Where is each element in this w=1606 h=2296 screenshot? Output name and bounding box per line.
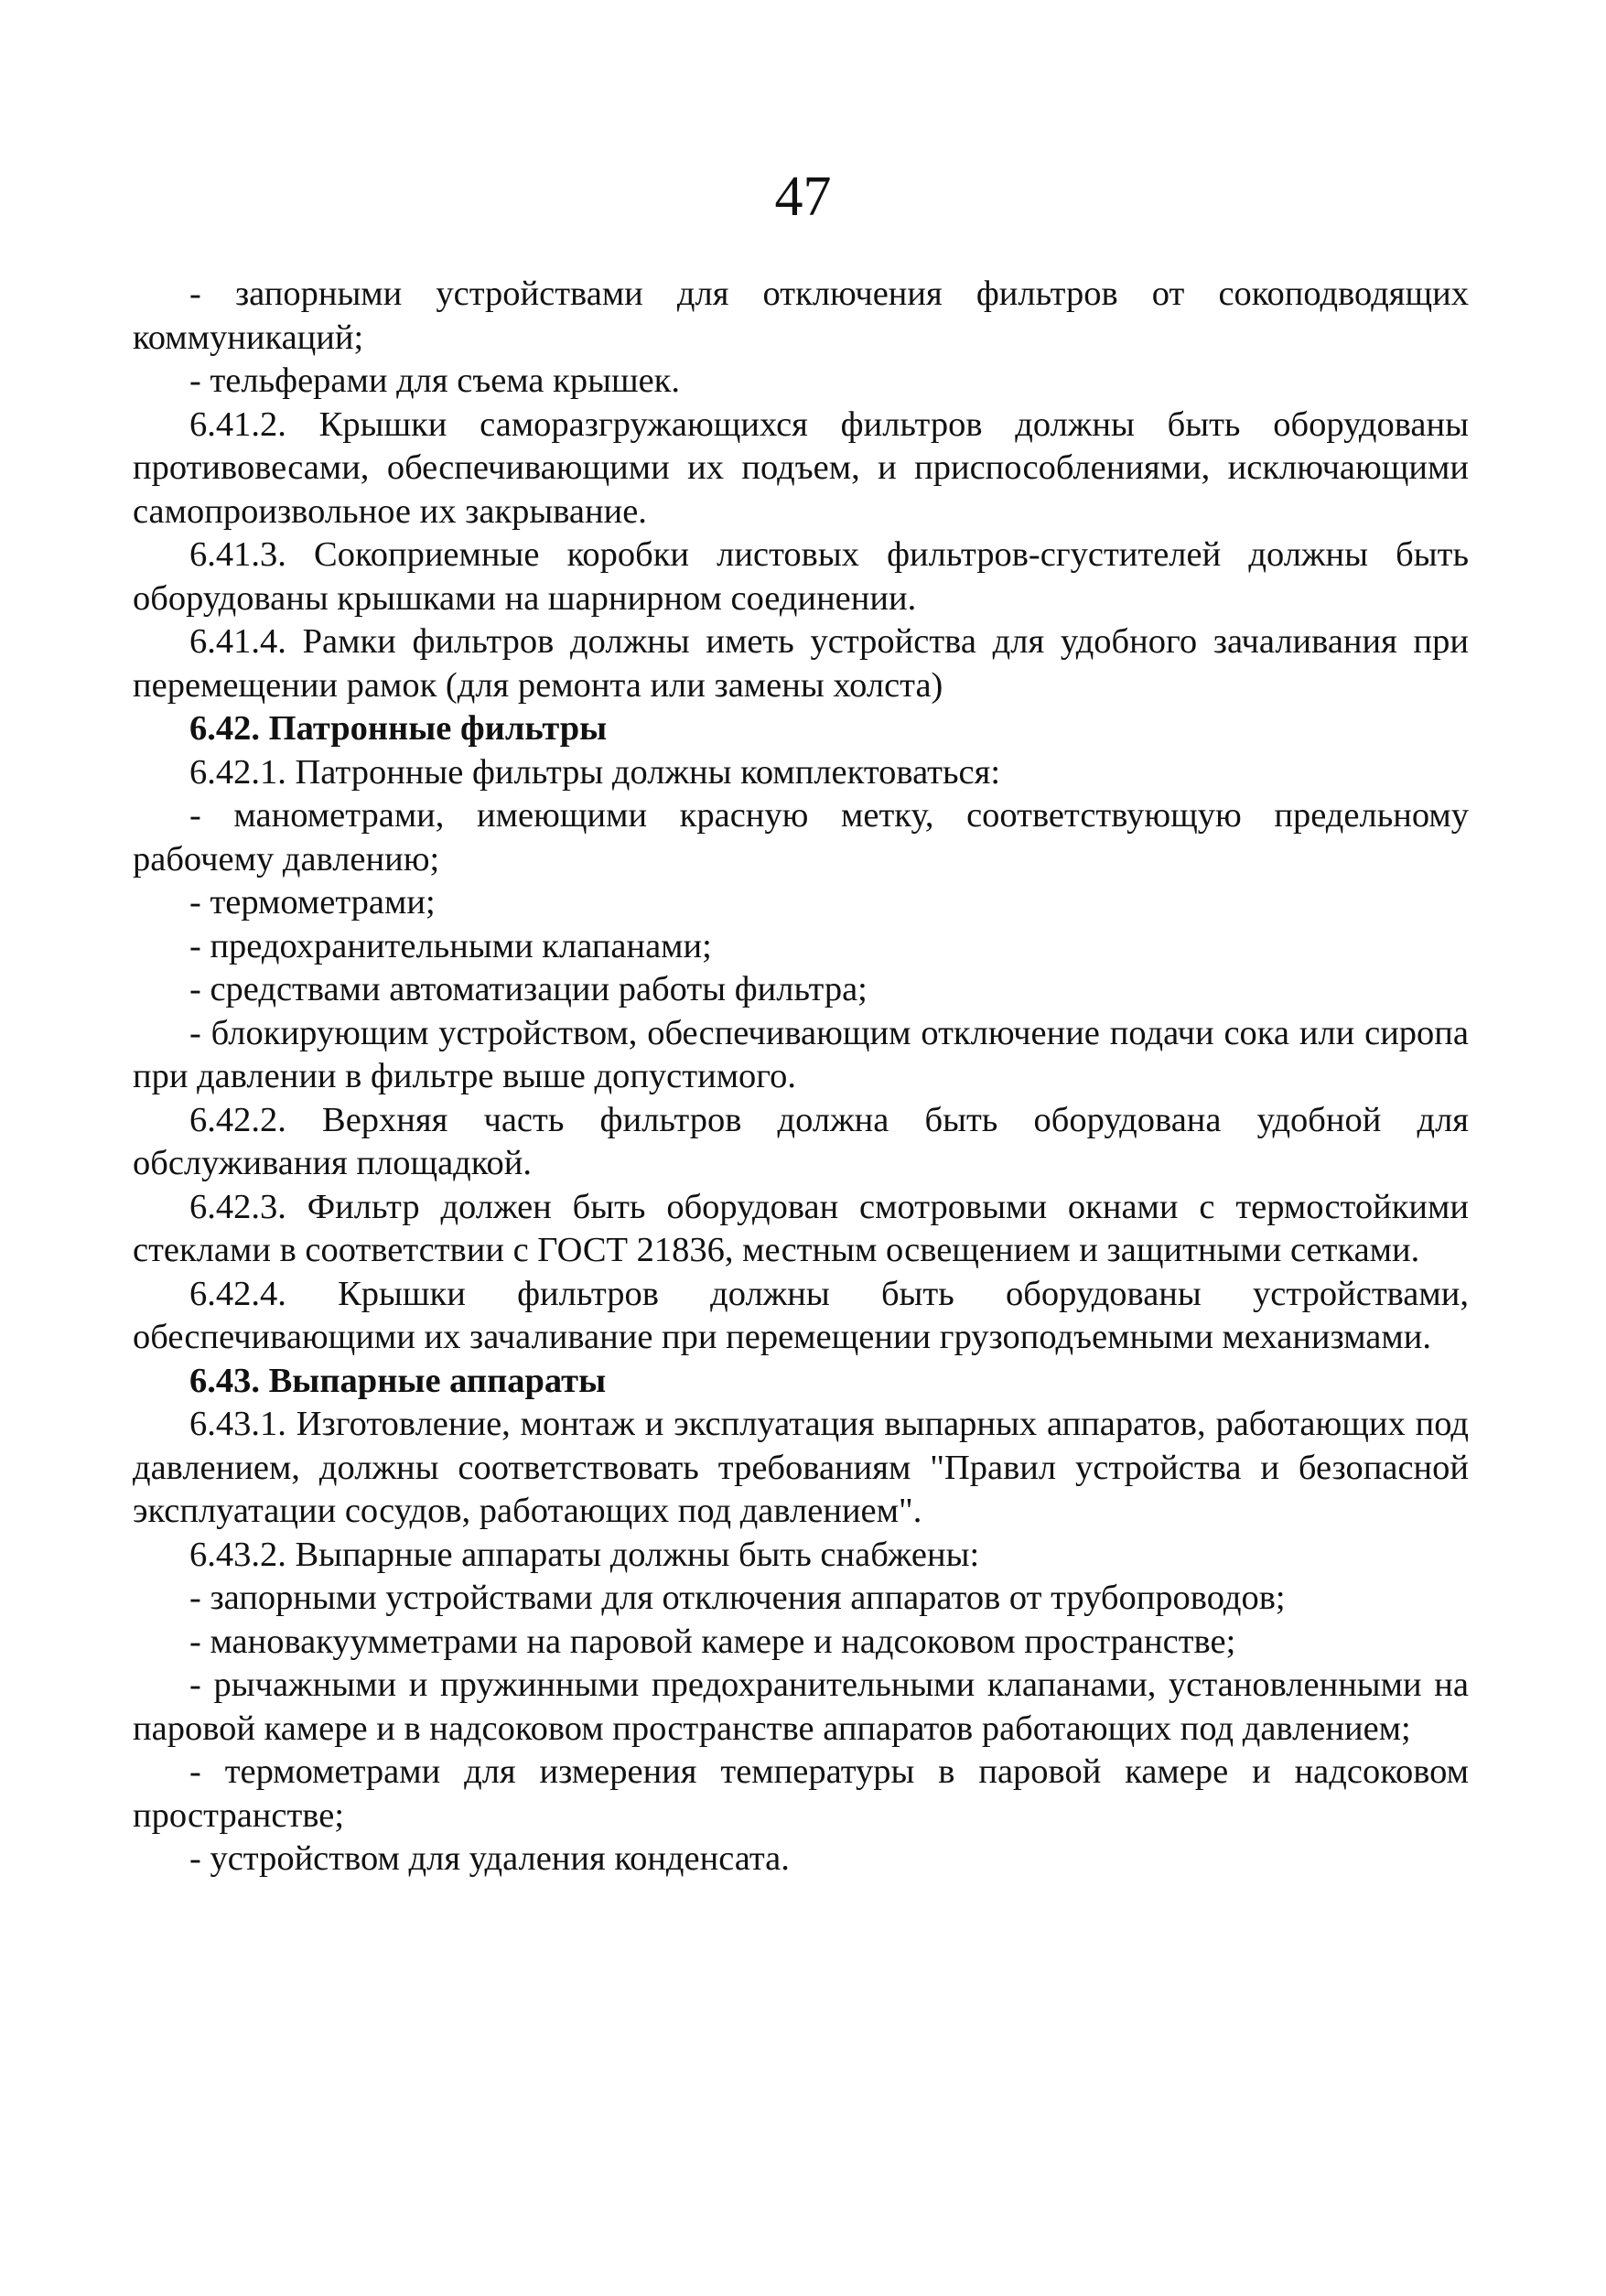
- paragraph: - термометрами;: [189, 883, 436, 922]
- paragraph: 6.42.2. Верхняя часть фильтров должна быть оборудована удобной для обслуживания площадкой.: [133, 1100, 1469, 1182]
- document-body: [133, 273, 1469, 1881]
- paragraph: 6.42.3. Фильтр должен быть оборудован смотровыми окнами с термостойкими стеклами в соответствии с ГОСТ 21836, местным освещением и защитными сетками.: [133, 1187, 1469, 1269]
- paragraph: 6.41.2. Крышки саморазгружающихся фильтров должны быть оборудованы противовесами, обеспечивающими их подъем, и приспособлениями, исключающими самопроизвольное их закрывание.: [133, 404, 1469, 531]
- paragraph: - запорными устройствами для отключения аппаратов от трубопроводов;: [189, 1579, 1286, 1617]
- paragraph: - средствами автоматизации работы фильтра;: [189, 970, 868, 1008]
- paragraph: - запорными устройствами для отключения фильтров от сокоподводящих коммуникаций;: [133, 275, 1469, 357]
- paragraph: - термометрами для измерения температуры в паровой камере и надсоковом пространстве;: [133, 1752, 1469, 1835]
- section-heading: 6.42. Патронные фильтры: [189, 709, 608, 748]
- page-number: 47: [774, 166, 832, 228]
- paragraph: - манометрами, имеющими красную метку, соответствующую предельному рабочему давлению;: [133, 796, 1469, 879]
- paragraph: - предохранительными клапанами;: [189, 926, 712, 965]
- paragraph: 6.42.4. Крышки фильтров должны быть оборудованы устройствами, обеспечивающими их зачаливание при перемещении грузоподъемными механизмами.: [133, 1274, 1469, 1356]
- paragraph: - блокирующим устройством, обеспечивающим отключение подачи сока или сиропа при давлении в фильтре выше допустимого.: [133, 1013, 1469, 1095]
- paragraph: 6.43.1. Изготовление, монтаж и эксплуатация выпарных аппаратов, работающих под давлением, должны соответствовать требованиям "Правил устройства и безопасной эксплуатации сосудов, работающих под давлением".: [133, 1405, 1469, 1530]
- paragraph: - мановакуумметрами на паровой камере и надсоковом пространстве;: [189, 1622, 1236, 1661]
- paragraph: - тельферами для съема крышек.: [189, 361, 681, 400]
- paragraph: - устройством для удаления конденсата.: [189, 1839, 790, 1878]
- paragraph: - рычажными и пружинными предохранительными клапанами, установленными на паровой камере и в надсоковом пространстве аппаратов работающих под давлением;: [133, 1665, 1469, 1748]
- paragraph: 6.43.2. Выпарные аппараты должны быть снабжены:: [189, 1535, 980, 1574]
- section-heading: 6.43. Выпарные аппараты: [189, 1361, 607, 1400]
- paragraph: 6.42.1. Патронные фильтры должны комплектоваться:: [189, 752, 1001, 792]
- paragraph: 6.41.3. Сокоприемные коробки листовых фильтров-сгустителей должны быть оборудованы крышками на шарнирном соединении.: [133, 535, 1469, 618]
- paragraph: 6.41.4. Рамки фильтров должны иметь устройства для удобного зачаливания при перемещении рамок (для ремонта или замены холста): [133, 622, 1469, 705]
